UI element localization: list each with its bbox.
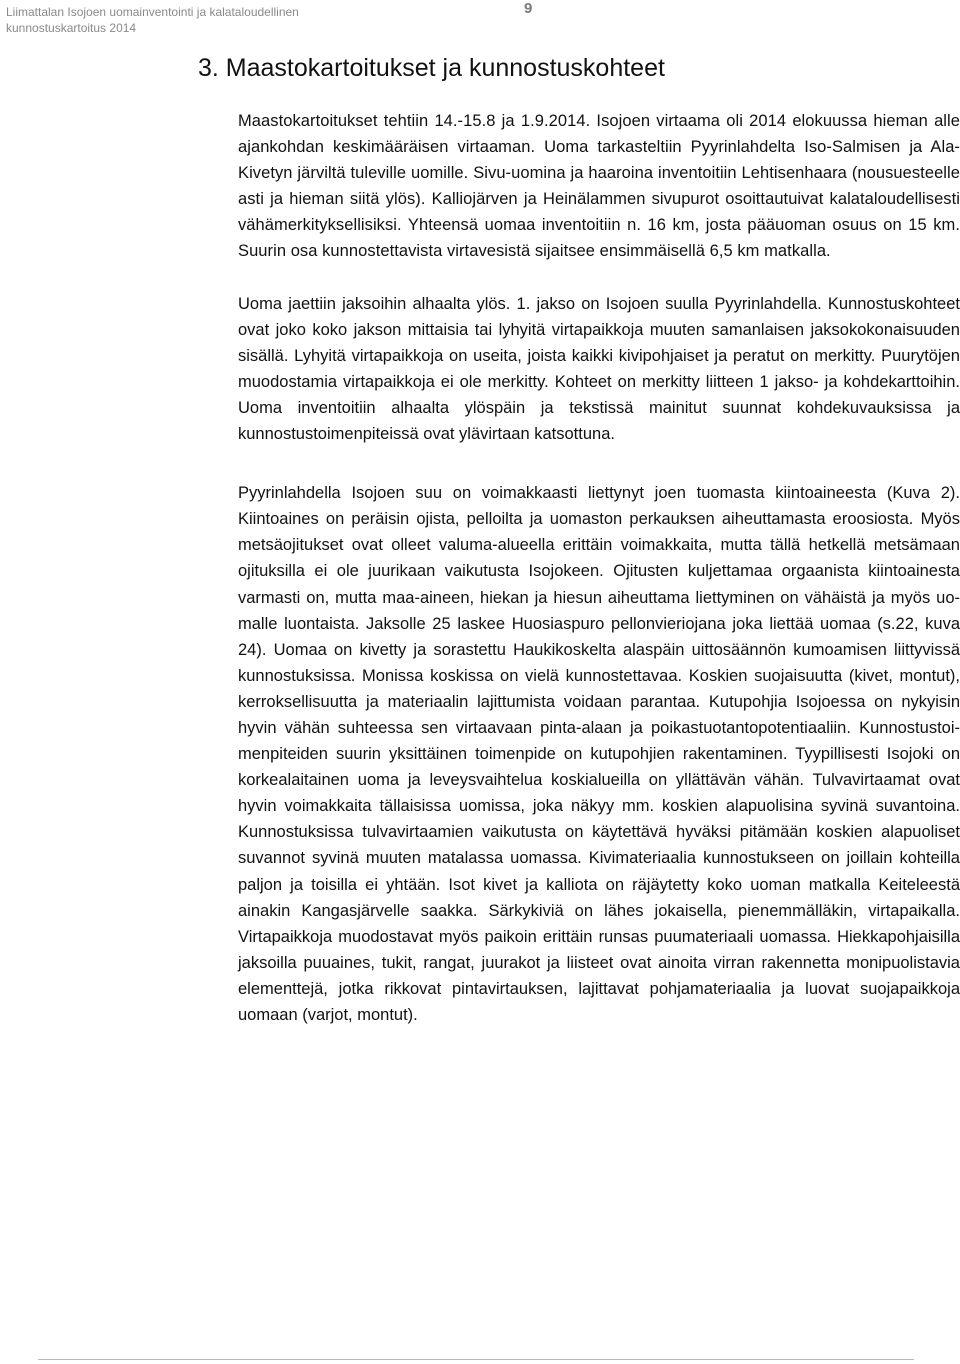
running-header (6, 4, 299, 36)
page-number: 9 (524, 0, 533, 17)
footer-rule (38, 1359, 914, 1360)
paragraph-field-surveys: Maastokartoitukset tehtiin 14.-15.8 ja 1.9.2014. Isojoen virtaama oli 2014 elokuussa hieman alle ajankohdan keskimääräisen virtaaman. Uoma tarkasteltiin Pyyrinlahdelta Iso-Salmisen ja Ala-Kivetyn järviltä tuleville uomille. Sivu-uomina ja haaroina inventoitiin Lehtisenhaara (nousuesteelle asti ja hieman siitä ylös). Kalliojärven ja Heinälammen sivupurot osoittautuivat kalataloudellisesti vähämerkityksellisiksi. Yhteensä uomaa inventoitiin n. 16 km, josta pääuoman osuus on 15 km. Suurin osa kunnostettavista virtavesistä sijaitsee ensimmäisellä 6,5 km matkalla. (238, 112, 960, 261)
body-text (238, 108, 960, 1028)
running-header-line-2: kunnostuskartoitus 2014 (6, 21, 137, 35)
paragraph-restoration-needs: Pyyrinlahdella Isojoen suu on voimakkaasti liettynyt joen tuomasta kiintoaineesta (Kuva 2). Kiintoaines on peräisin ojista, pelloilta ja uomaston perkauksen aiheuttamasta eroosiosta. Myös metsäojitukset ovat olleet valuma-alueella erittäin voimakkaita, mutta tällä hetkellä metsämaan ojituksilla ei ole juurikaan vaikutusta Isojokeen. Ojitusten kuljettamaa orgaanista kiintoainesta varmasti on, mutta maa-aineen, hiekan ja hiesun aiheuttama liettyminen on vähäistä ja myös uomalle luontaista. Jaksolle 25 laskee Huosiaspuro pellonvieriojana joka liettää uomaa (s.22, kuva 24). Uomaa on kivetty ja sorastettu Haukikoskelta alaspäin uittosäännön kumoamisen liittyvissä kunnostuksissa. Monissa koskissa on vielä kunnostettavaa. Koskien suojaisuutta (kivet, montut), kerroksellisuutta ja materiaalin lajittumista voidaan parantaa. Kutupohjia Isojoessa on nykyisin hyvin vähän suhteessa sen virtaavaan pinta-alaan ja poikastuotantopotentiaaliin. Kunnostustoimenpiteiden suurin yksittäinen toimenpide on kutupohjien rakentaminen. Tyypillisesti Isojoki on korkealaitainen uoma ja leveysvaihtelua koskialueilla on yllättävän vähän. Tulvavirtaamat ovat hyvin voimakkaita tällaisissa uomissa, joka näkyy mm. koskien alapuolisina syvinä suvantoina. Kunnostuksissa tulvavirtaamien vaikutusta on käytettävä hyväksi pitämään koskien alapuoliset suvannot syvinä muuten matalassa uomassa. Kivimateriaalia kunnostukseen on joillain kohteilla paljon ja toisilla ei yhtään. Isot kivet ja kalliota on räjäytetty koko uoman matkalla Keiteleestä ainakin Kangasjärvelle saakka. Särkykiviä on lähes jokaisella, pienemmälläkin, virtapaikalla. Virtapaikkoja muodostavat myös paikoin erittäin runsas puumateriaali uomassa. Hiekkapohjaisilla jaksoilla puuaines, tukit, rangat, juurakot ja liisteet ovat ainoita virran rakennetta monipuolistavia elementtejä, jotka rikkovat pintavirtauksen, lajittavat pohjamateriaalia ja luovat suojapaikkoja uomaan (varjot, montut). (238, 484, 960, 1024)
paragraph-sections: Uoma jaettiin jaksoihin alhaalta ylös. 1. jakso on Isojoen suulla Pyyrinlahdella. Kunnostuskohteet ovat joko koko jakson mittaisia tai lyhyitä virtapaikkoja muuten samanlaisen jaksokokonaisuuden sisällä. Lyhyitä virtapaikkoja on useita, joista kaikki kivipohjaiset ja peratut on merkitty. Puurytöjen muodostamia virtapaikkoja ei ole merkitty. Kohteet on merkitty liitteen 1 jakso- ja kohdekarttoihin. Uoma inventoitiin alhaalta ylöspäin ja tekstissä mainitut suunnat kohdekuvauksissa ja kunnostustoimenpiteissä ovat ylävirtaan katsottuna. (238, 294, 960, 444)
section-heading: 3. Maastokartoitukset ja kunnostuskohteet (198, 54, 665, 82)
running-header-line-1: Liimattalan Isojoen uomainventointi ja kalataloudellinen (6, 5, 299, 19)
